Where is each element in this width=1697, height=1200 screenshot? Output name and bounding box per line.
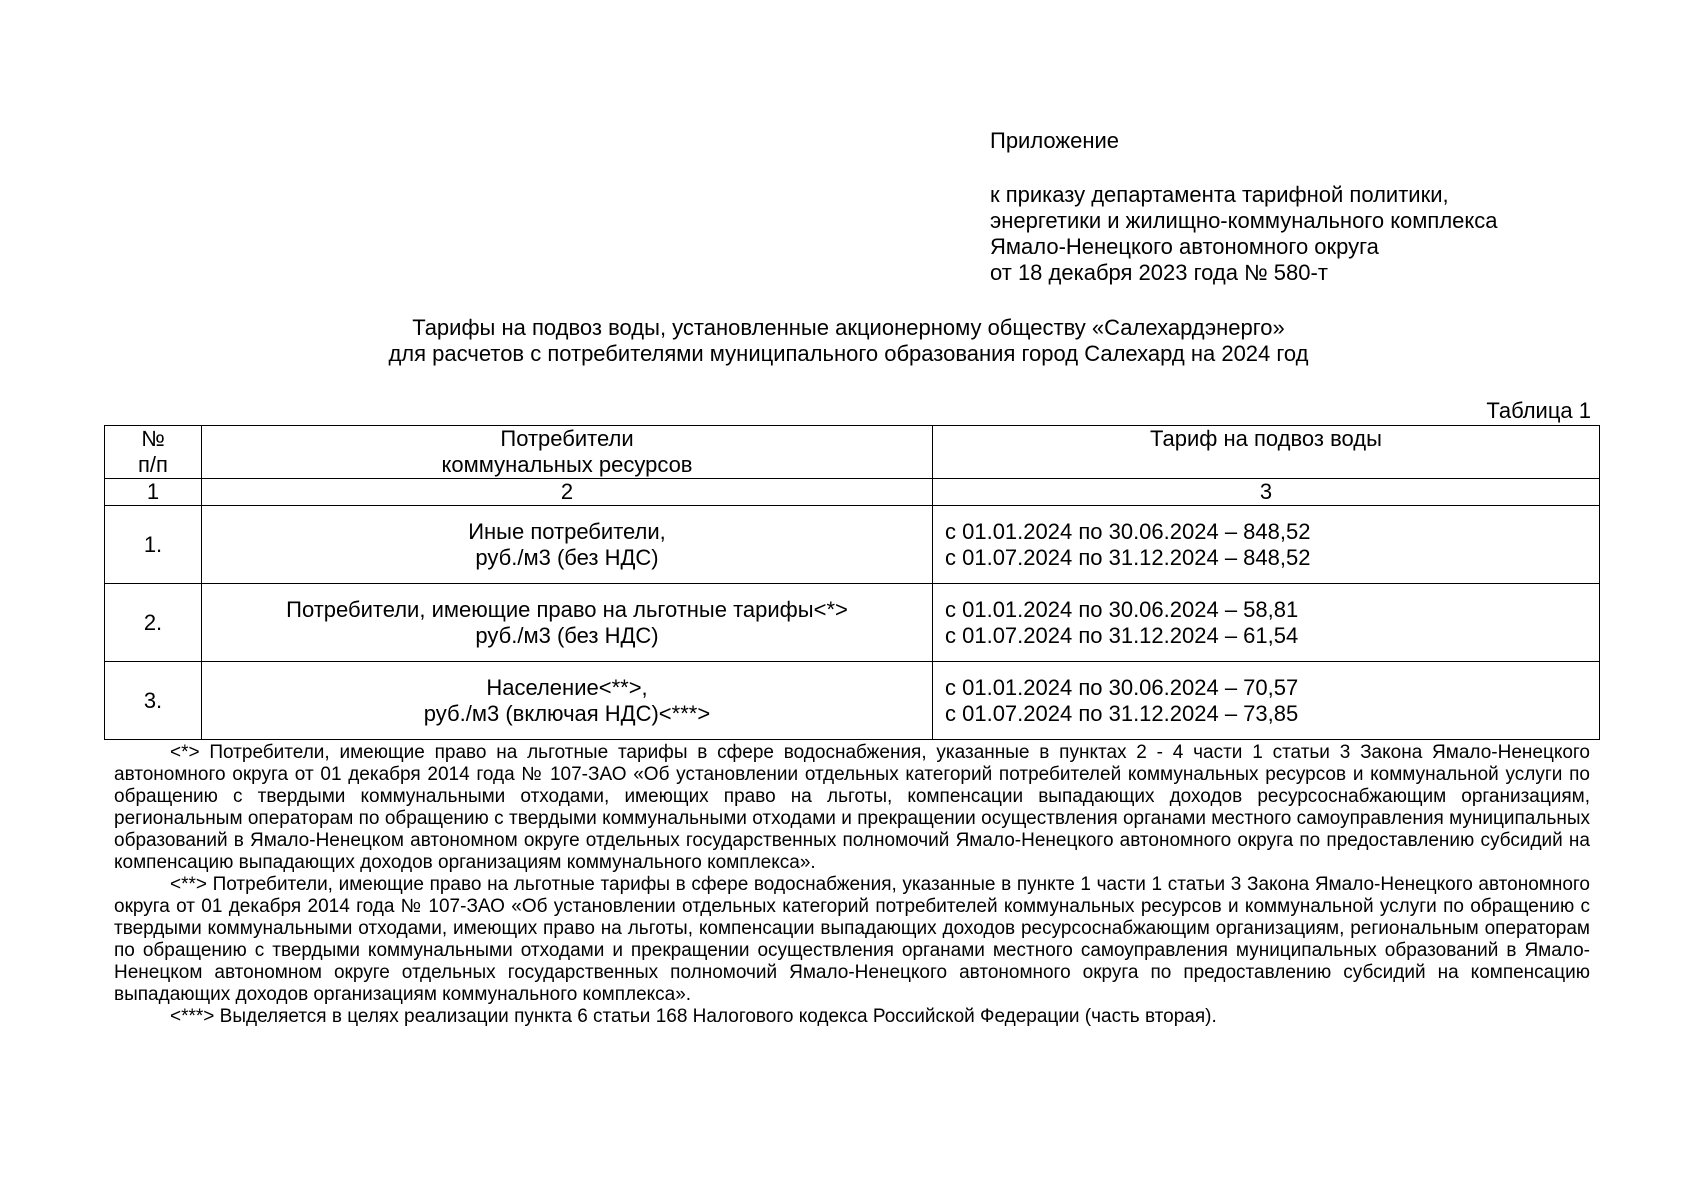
row-consumer-line-2: руб./м3 (без НДС) xyxy=(475,544,659,570)
row-tariff-h1: с 01.01.2024 по 30.06.2024 – 70,57 xyxy=(945,674,1299,700)
appendix-order-date: от 18 декабря 2023 года № 580-т xyxy=(990,260,1328,285)
row-number: 1. xyxy=(105,506,202,584)
row-consumer-line-1: Население<**>, xyxy=(486,674,648,700)
row-consumer-line-1: Иные потребители, xyxy=(468,518,666,544)
row-tariff-h1: с 01.01.2024 по 30.06.2024 – 848,52 xyxy=(945,518,1311,544)
appendix-order-line-1: к приказу департамента тарифной политики, xyxy=(990,182,1449,207)
document-title xyxy=(0,315,1697,367)
row-tariff-h1: с 01.01.2024 по 30.06.2024 – 58,81 xyxy=(945,596,1299,622)
appendix-order-line-2: энергетики и жилищно-коммунального комплекса xyxy=(990,208,1498,233)
header-number xyxy=(105,426,202,479)
footnote-single-asterisk: <*> Потребители, имеющие право на льготные тарифы в сфере водоснабжения, указанные в пунктах 2 - 4 части 1 статьи 3 Закона Ямало-Ненецкого автономного округа от 01 декабря 2014 года № 107-ЗАО «Об установлении отдельных категорий потребителей коммунальных ресурсов и коммунальной услуги по обращению с твердыми коммунальными отходами, имеющих право на льготы, компенсации выпадающих доходов ресурсоснабжающим организациям, региональным операторам по обращению с твердыми коммунальными отходами и прекращении осуществления органами местного самоуправления муниципальных образований в Ямало-Ненецком автономном округе отдельных государственных полномочий Ямало-Ненецкого автономного округа по предоставлению субсидий на компенсацию выпадающих доходов организациям коммунального комплекса». xyxy=(114,742,1590,873)
header-consumers xyxy=(202,426,933,479)
header-number-line-1: № xyxy=(141,426,165,451)
table-row xyxy=(105,506,1600,584)
row-consumer xyxy=(202,662,933,740)
tariffs-table xyxy=(104,425,1600,740)
table-header-row xyxy=(105,426,1600,479)
table-row xyxy=(105,662,1600,740)
appendix-title: Приложение xyxy=(990,128,1120,153)
row-tariff xyxy=(933,662,1600,740)
footnotes xyxy=(114,742,1590,1028)
row-consumer-line-2: руб./м3 (включая НДС)<***> xyxy=(423,700,711,726)
row-consumer xyxy=(202,506,933,584)
footnote-double-asterisk: <**> Потребители, имеющие право на льготные тарифы в сфере водоснабжения, указанные в пункте 1 части 1 статьи 3 Закона Ямало-Ненецкого автономного округа от 01 декабря 2014 года № 107-ЗАО «Об установлении отдельных категорий потребителей коммунальных ресурсов и коммунальной услуги по обращению с твердыми коммунальными отходами, имеющих право на льготы, компенсации выпадающих доходов ресурсоснабжающим организациям, региональным операторам по обращению с твердыми коммунальными отходами и прекращении осуществления органами местного самоуправления муниципальных образований в Ямало-Ненецком автономном округе отдельных государственных полномочий Ямало-Ненецкого автономного округа по предоставлению субсидий на компенсацию выпадающих доходов организациям коммунального комплекса». xyxy=(114,874,1590,1005)
appendix-header xyxy=(990,128,1630,286)
appendix-spacer xyxy=(990,154,1630,182)
header-tariff-text: Тариф на подвоз воды xyxy=(1150,426,1382,451)
table-index-row xyxy=(105,479,1600,506)
row-number: 3. xyxy=(105,662,202,740)
header-consumers-line-1: Потребители xyxy=(500,426,634,451)
index-cell-1: 1 xyxy=(105,479,202,506)
footnote-triple-asterisk: <***> Выделяется в целях реализации пункта 6 статьи 168 Налогового кодекса Российской Федерации (часть вторая). xyxy=(170,1006,1217,1027)
header-tariff xyxy=(933,426,1600,479)
table-caption: Таблица 1 xyxy=(1486,398,1591,423)
header-consumers-line-2: коммунальных ресурсов xyxy=(441,452,693,477)
row-tariff-h2: с 01.07.2024 по 31.12.2024 – 73,85 xyxy=(945,700,1299,726)
document-title-line-2: для расчетов с потребителями муниципального образования город Салехард на 2024 год xyxy=(388,341,1309,366)
index-cell-3: 3 xyxy=(933,479,1600,506)
row-tariff xyxy=(933,506,1600,584)
row-consumer-line-1: Потребители, имеющие право на льготные тарифы<*> xyxy=(286,596,848,622)
index-cell-2: 2 xyxy=(202,479,933,506)
row-number: 2. xyxy=(105,584,202,662)
table-row xyxy=(105,584,1600,662)
document-title-line-1: Тарифы на подвоз воды, установленные акционерному обществу «Салехардэнерго» xyxy=(412,315,1285,340)
row-tariff-h2: с 01.07.2024 по 31.12.2024 – 848,52 xyxy=(945,544,1311,570)
header-number-line-2: п/п xyxy=(138,452,168,477)
row-tariff-h2: с 01.07.2024 по 31.12.2024 – 61,54 xyxy=(945,622,1299,648)
row-consumer-line-2: руб./м3 (без НДС) xyxy=(475,622,659,648)
row-tariff xyxy=(933,584,1600,662)
row-consumer xyxy=(202,584,933,662)
appendix-order-line-3: Ямало-Ненецкого автономного округа xyxy=(990,234,1379,259)
